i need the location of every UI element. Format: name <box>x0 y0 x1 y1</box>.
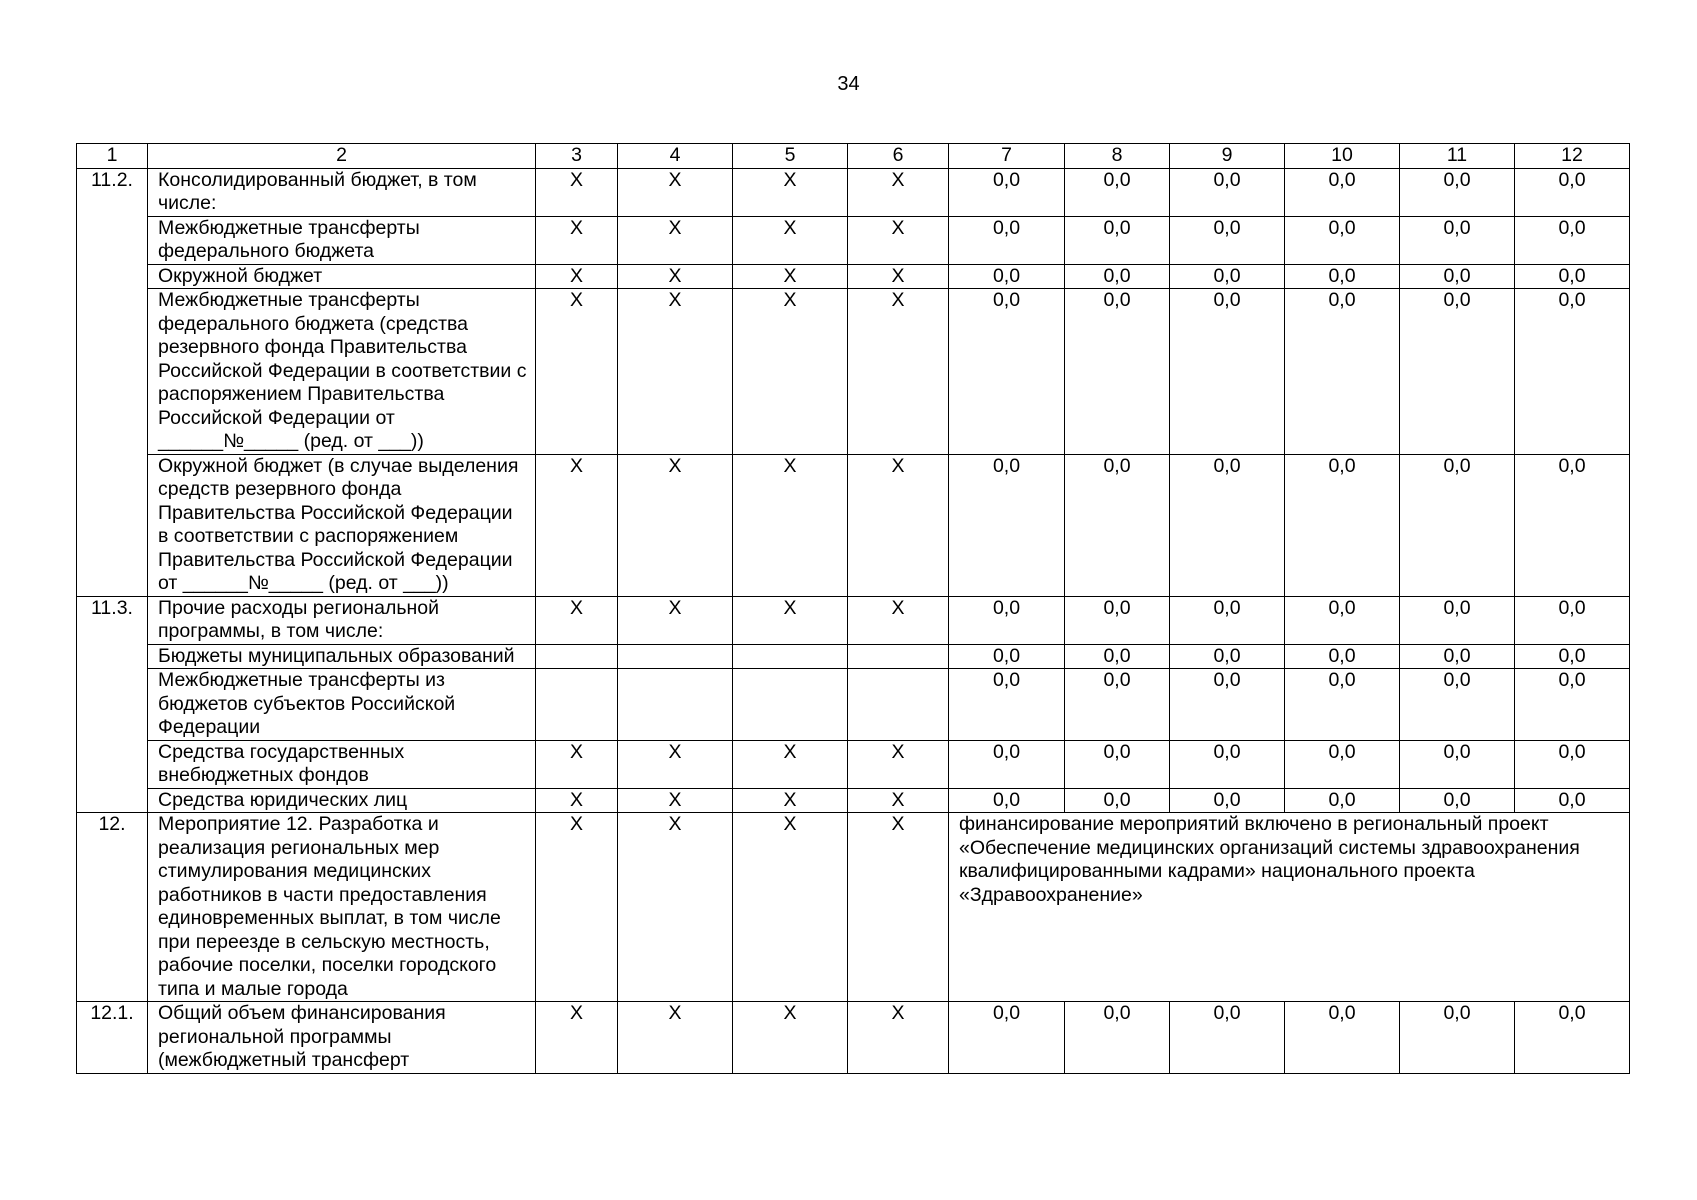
x-cell: Х <box>536 454 618 596</box>
x-cell <box>536 669 618 741</box>
value-cell: 0,0 <box>1170 289 1285 455</box>
header-cell: 5 <box>733 144 848 169</box>
header-cell: 8 <box>1065 144 1170 169</box>
x-cell: Х <box>733 264 848 289</box>
financing-table <box>76 143 1630 1074</box>
x-cell: Х <box>848 216 949 264</box>
table-row <box>77 454 1630 596</box>
header-cell: 4 <box>618 144 733 169</box>
row-description: Окружной бюджет <box>148 264 536 289</box>
x-cell: Х <box>848 1002 949 1074</box>
value-cell: 0,0 <box>1065 168 1170 216</box>
x-cell: Х <box>536 1002 618 1074</box>
value-cell: 0,0 <box>1065 669 1170 741</box>
value-cell: 0,0 <box>1170 788 1285 813</box>
x-cell <box>848 669 949 741</box>
row-description: Консолидированный бюджет, в том числе: <box>148 168 536 216</box>
financing-note: финансирование мероприятий включено в региональный проект «Обеспечение медицинских организаций системы здравоохранения квалифицированными кадрами» национального проекта «Здравоохранение» <box>949 813 1630 1002</box>
value-cell: 0,0 <box>949 168 1065 216</box>
value-cell: 0,0 <box>1170 454 1285 596</box>
row-description: Средства юридических лиц <box>148 788 536 813</box>
x-cell: Х <box>848 264 949 289</box>
row-description: Бюджеты муниципальных образований <box>148 644 536 669</box>
value-cell: 0,0 <box>1400 216 1515 264</box>
header-row <box>77 144 1630 169</box>
x-cell: Х <box>536 813 618 1002</box>
x-cell: Х <box>618 168 733 216</box>
value-cell: 0,0 <box>1400 289 1515 455</box>
value-cell: 0,0 <box>1170 740 1285 788</box>
x-cell: Х <box>848 596 949 644</box>
value-cell: 0,0 <box>1065 216 1170 264</box>
row-description: Межбюджетные трансферты федерального бюджета <box>148 216 536 264</box>
value-cell: 0,0 <box>1515 264 1630 289</box>
x-cell: Х <box>618 289 733 455</box>
header-cell: 11 <box>1400 144 1515 169</box>
value-cell: 0,0 <box>1065 1002 1170 1074</box>
table-row <box>77 1002 1630 1074</box>
row-number: 11.2. <box>77 168 148 596</box>
value-cell: 0,0 <box>1285 669 1400 741</box>
x-cell: Х <box>848 454 949 596</box>
value-cell: 0,0 <box>1170 596 1285 644</box>
table-row <box>77 669 1630 741</box>
value-cell: 0,0 <box>1400 454 1515 596</box>
value-cell: 0,0 <box>1065 788 1170 813</box>
x-cell: Х <box>848 168 949 216</box>
value-cell: 0,0 <box>949 216 1065 264</box>
value-cell: 0,0 <box>949 1002 1065 1074</box>
x-cell: Х <box>733 454 848 596</box>
header-cell: 12 <box>1515 144 1630 169</box>
table-row <box>77 813 1630 1002</box>
value-cell: 0,0 <box>1170 644 1285 669</box>
x-cell <box>733 644 848 669</box>
value-cell: 0,0 <box>1515 216 1630 264</box>
table-row <box>77 644 1630 669</box>
value-cell: 0,0 <box>1170 168 1285 216</box>
row-number: 12. <box>77 813 148 1002</box>
x-cell: Х <box>618 454 733 596</box>
x-cell <box>618 669 733 741</box>
x-cell <box>733 669 848 741</box>
table-row <box>77 596 1630 644</box>
x-cell: Х <box>848 289 949 455</box>
value-cell: 0,0 <box>1065 644 1170 669</box>
value-cell: 0,0 <box>949 788 1065 813</box>
x-cell: Х <box>848 813 949 1002</box>
header-cell: 1 <box>77 144 148 169</box>
row-number: 11.3. <box>77 596 148 813</box>
value-cell: 0,0 <box>1065 454 1170 596</box>
page-number: 34 <box>837 73 860 95</box>
x-cell: Х <box>536 216 618 264</box>
table-row <box>77 264 1630 289</box>
x-cell: Х <box>618 740 733 788</box>
table-row <box>77 289 1630 455</box>
x-cell: Х <box>536 264 618 289</box>
table-row <box>77 216 1630 264</box>
value-cell: 0,0 <box>1285 289 1400 455</box>
x-cell: Х <box>733 740 848 788</box>
x-cell: Х <box>618 216 733 264</box>
x-cell: Х <box>618 596 733 644</box>
row-description: Мероприятие 12. Разработка и реализация региональных мер стимулирования медицинских работников в части предоставления единовременных выплат, в том числе при переезде в сельскую местность, рабочие поселки, поселки городского типа и малые города <box>148 813 536 1002</box>
value-cell: 0,0 <box>1515 1002 1630 1074</box>
x-cell: Х <box>733 596 848 644</box>
value-cell: 0,0 <box>1065 740 1170 788</box>
x-cell: Х <box>536 740 618 788</box>
x-cell: Х <box>848 788 949 813</box>
value-cell: 0,0 <box>1285 216 1400 264</box>
x-cell: Х <box>848 740 949 788</box>
value-cell: 0,0 <box>1170 216 1285 264</box>
value-cell: 0,0 <box>1285 596 1400 644</box>
value-cell: 0,0 <box>1400 168 1515 216</box>
x-cell <box>618 644 733 669</box>
value-cell: 0,0 <box>1400 596 1515 644</box>
value-cell: 0,0 <box>1065 596 1170 644</box>
table-row <box>77 788 1630 813</box>
header-cell: 10 <box>1285 144 1400 169</box>
table-row <box>77 740 1630 788</box>
value-cell: 0,0 <box>1285 644 1400 669</box>
value-cell: 0,0 <box>949 740 1065 788</box>
row-description: Межбюджетные трансферты федерального бюджета (средства резервного фонда Правительства Российской Федерации в соответствии с распоряжением Правительства Российской Федерации от ______№_____ (ред. от ___)) <box>148 289 536 455</box>
value-cell: 0,0 <box>1065 264 1170 289</box>
header-cell: 2 <box>148 144 536 169</box>
x-cell: Х <box>536 168 618 216</box>
value-cell: 0,0 <box>1400 1002 1515 1074</box>
x-cell: Х <box>733 813 848 1002</box>
table-row <box>77 168 1630 216</box>
value-cell: 0,0 <box>949 454 1065 596</box>
header-cell: 3 <box>536 144 618 169</box>
x-cell: Х <box>733 788 848 813</box>
value-cell: 0,0 <box>1065 289 1170 455</box>
x-cell: Х <box>733 289 848 455</box>
value-cell: 0,0 <box>1400 788 1515 813</box>
value-cell: 0,0 <box>1285 454 1400 596</box>
value-cell: 0,0 <box>1285 168 1400 216</box>
value-cell: 0,0 <box>1170 264 1285 289</box>
value-cell: 0,0 <box>1170 1002 1285 1074</box>
row-number: 12.1. <box>77 1002 148 1074</box>
x-cell: Х <box>733 1002 848 1074</box>
row-description: Средства государственных внебюджетных фондов <box>148 740 536 788</box>
value-cell: 0,0 <box>1515 289 1630 455</box>
x-cell: Х <box>618 788 733 813</box>
value-cell: 0,0 <box>949 264 1065 289</box>
x-cell <box>848 644 949 669</box>
value-cell: 0,0 <box>949 669 1065 741</box>
x-cell: Х <box>733 216 848 264</box>
value-cell: 0,0 <box>1515 596 1630 644</box>
value-cell: 0,0 <box>1515 168 1630 216</box>
x-cell: Х <box>536 788 618 813</box>
value-cell: 0,0 <box>949 644 1065 669</box>
value-cell: 0,0 <box>949 289 1065 455</box>
row-description: Межбюджетные трансферты из бюджетов субъектов Российской Федерации <box>148 669 536 741</box>
x-cell: Х <box>733 168 848 216</box>
value-cell: 0,0 <box>1515 669 1630 741</box>
value-cell: 0,0 <box>949 596 1065 644</box>
value-cell: 0,0 <box>1285 264 1400 289</box>
header-cell: 9 <box>1170 144 1285 169</box>
row-description: Общий объем финансирования региональной программы (межбюджетный трансферт <box>148 1002 536 1074</box>
x-cell: Х <box>618 813 733 1002</box>
x-cell <box>536 644 618 669</box>
value-cell: 0,0 <box>1515 788 1630 813</box>
row-description: Окружной бюджет (в случае выделения средств резервного фонда Правительства Российской Федерации в соответствии с распоряжением Правительства Российской Федерации от ______№_____ (ред. от ___)) <box>148 454 536 596</box>
value-cell: 0,0 <box>1515 454 1630 596</box>
value-cell: 0,0 <box>1515 644 1630 669</box>
value-cell: 0,0 <box>1400 740 1515 788</box>
x-cell: Х <box>618 1002 733 1074</box>
value-cell: 0,0 <box>1400 644 1515 669</box>
x-cell: Х <box>536 596 618 644</box>
header-cell: 7 <box>949 144 1065 169</box>
x-cell: Х <box>618 264 733 289</box>
value-cell: 0,0 <box>1285 1002 1400 1074</box>
value-cell: 0,0 <box>1285 740 1400 788</box>
value-cell: 0,0 <box>1285 788 1400 813</box>
header-cell: 6 <box>848 144 949 169</box>
row-description: Прочие расходы региональной программы, в том числе: <box>148 596 536 644</box>
value-cell: 0,0 <box>1170 669 1285 741</box>
value-cell: 0,0 <box>1400 669 1515 741</box>
x-cell: Х <box>536 289 618 455</box>
value-cell: 0,0 <box>1400 264 1515 289</box>
value-cell: 0,0 <box>1515 740 1630 788</box>
